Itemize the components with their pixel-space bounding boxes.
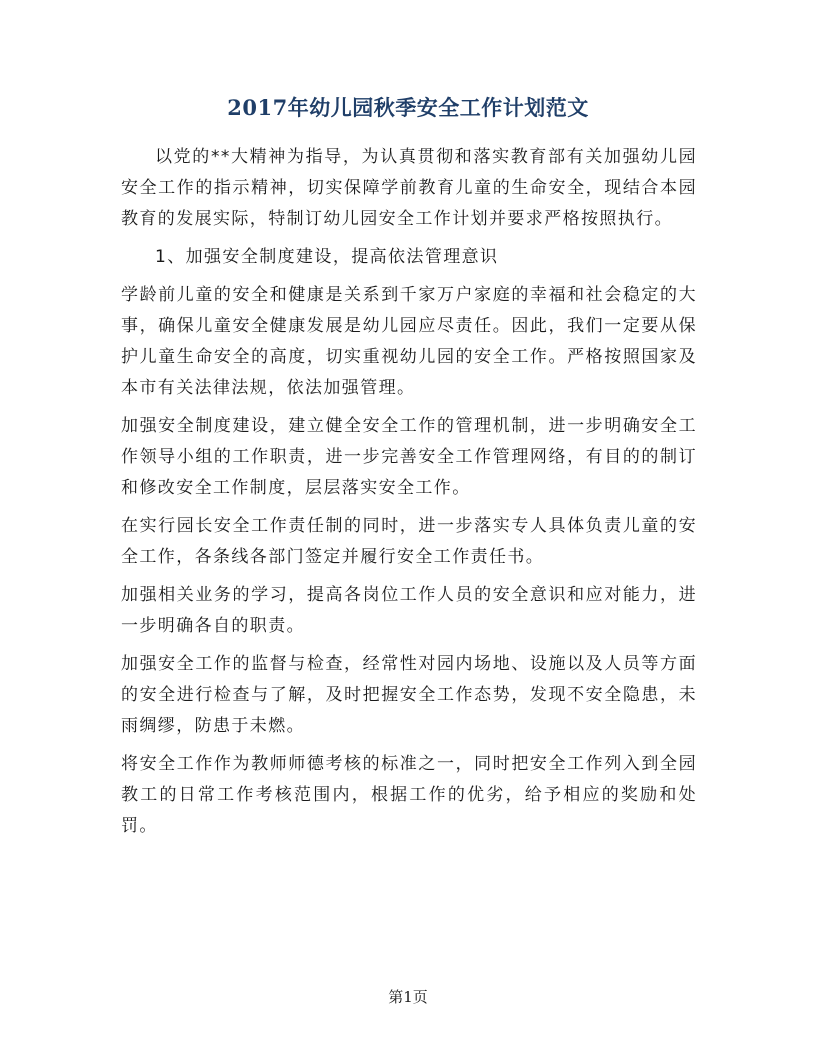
body-paragraph: 将安全工作作为教师师德考核的标准之一，同时把安全工作列入到全园教工的日常工作考核范围内，根据工作的优劣，给予相应的奖励和处罚。 — [121, 754, 697, 836]
page-number: 第1页 — [388, 988, 428, 1006]
body-paragraph: 学龄前儿童的安全和健康是关系到千家万户家庭的幸福和社会稳定的大事，确保儿童安全健康发展是幼儿园应尽责任。因此，我们一定要从保护儿童生命安全的高度，切实重视幼儿园的安全工作。严格按照国家及本市有关法律法规，依法加强管理。 — [121, 285, 697, 398]
document-body — [121, 142, 697, 849]
body-paragraph: 加强安全制度建设，建立健全安全工作的管理机制，进一步明确安全工作领导小组的工作职责，进一步完善安全工作管理网络，有目的的制订和修改安全工作制度，层层落实安全工作。 — [121, 416, 697, 498]
section-heading: 1、加强安全制度建设，提高依法管理意识 — [155, 247, 499, 267]
body-paragraph: 加强安全工作的监督与检查，经常性对园内场地、设施以及人员等方面的安全进行检查与了解，及时把握安全工作态势，发现不安全隐患，未雨绸缪，防患于未燃。 — [121, 654, 697, 736]
body-paragraph: 加强相关业务的学习，提高各岗位工作人员的安全意识和应对能力，进一步明确各自的职责。 — [121, 585, 697, 636]
intro-paragraph: 以党的**大精神为指导，为认真贯彻和落实教育部有关加强幼儿园安全工作的指示精神，切实保障学前教育儿童的生命安全，现结合本园教育的发展实际，特制订幼儿园安全工作计划并要求严格按照执行。 — [121, 147, 697, 229]
page-title: 2017年幼儿园秋季安全工作计划范文 — [227, 95, 589, 120]
body-paragraph: 在实行园长安全工作责任制的同时，进一步落实专人具体负责儿童的安全工作，各条线各部门签定并履行安全工作责任书。 — [121, 516, 697, 567]
